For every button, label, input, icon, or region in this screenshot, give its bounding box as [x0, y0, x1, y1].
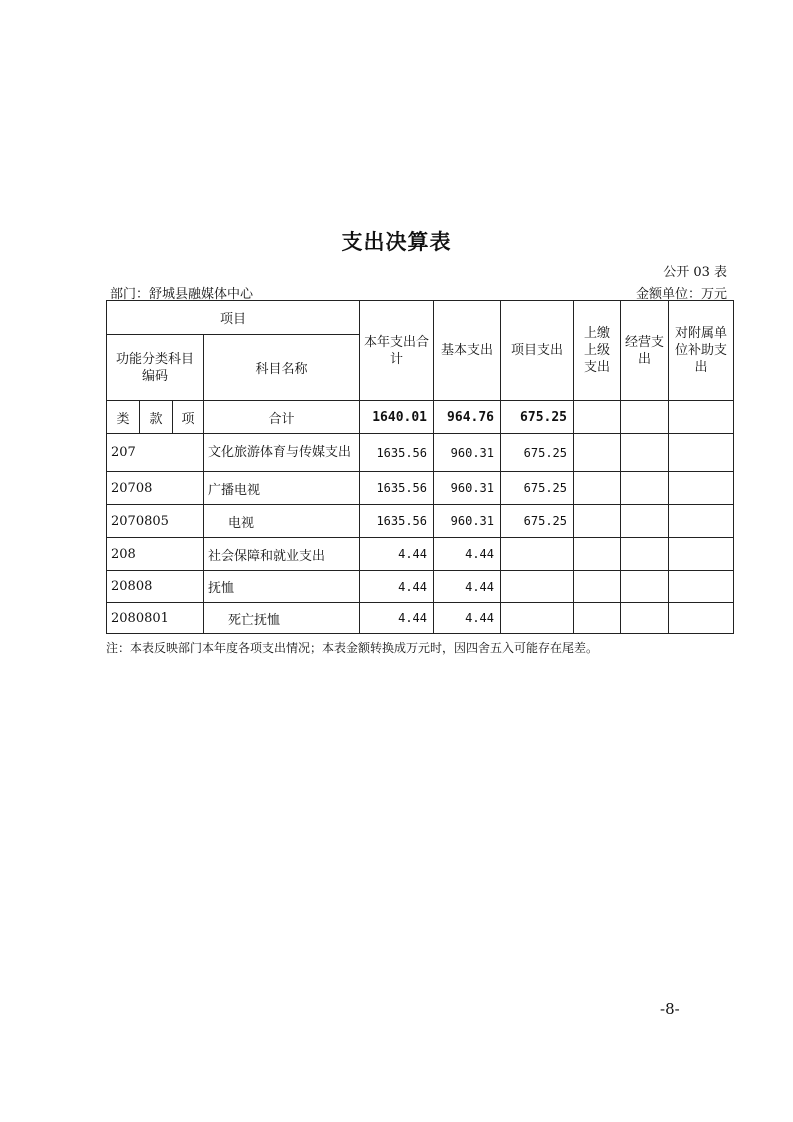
- row-name: 死亡抚恤: [204, 603, 360, 634]
- header-basic: 基本支出: [434, 301, 501, 401]
- row-project: [501, 538, 574, 571]
- header-upper: 上缴上级支出: [574, 301, 621, 401]
- row-basic: 4.44: [434, 571, 501, 603]
- row-total: 1635.56: [360, 505, 434, 538]
- header-subsidiary: 对附属单位补助支出: [669, 301, 734, 401]
- footnote: 注：本表反映部门本年度各项支出情况；本表金额转换成万元时，因四舍五入可能存在尾差。: [106, 641, 599, 655]
- header-total: 本年支出合计: [360, 301, 434, 401]
- row-basic: 4.44: [434, 538, 501, 571]
- header-subject-name: 科目名称: [204, 335, 360, 401]
- header-lei: 类: [107, 401, 140, 434]
- table-row: [107, 472, 734, 505]
- row-basic: 960.31: [434, 472, 501, 505]
- total-row: [107, 401, 734, 434]
- header-row-1: [107, 301, 734, 335]
- table-row: [107, 538, 734, 571]
- row-total: 4.44: [360, 571, 434, 603]
- amount-unit-label: 金额单位：万元: [635, 287, 727, 302]
- row-name: 广播电视: [204, 472, 360, 505]
- table-row: [107, 603, 734, 634]
- table-code: 公开 03 表: [663, 265, 727, 280]
- row-code: 20808: [107, 571, 204, 603]
- table-row: [107, 571, 734, 603]
- header-func-code: 功能分类科目编码: [107, 335, 204, 401]
- row-code: 208: [107, 538, 204, 571]
- header-operating: 经营支出: [621, 301, 669, 401]
- row-total: 4.44: [360, 538, 434, 571]
- row-project: 675.25: [501, 472, 574, 505]
- header-project: 项目: [107, 301, 360, 335]
- table-row: [107, 434, 734, 472]
- row-name: 社会保障和就业支出: [204, 538, 360, 571]
- expenditure-table: [106, 300, 734, 634]
- project-sum: 675.25: [501, 401, 574, 434]
- header-xiang: 项: [173, 401, 204, 434]
- row-basic: 4.44: [434, 603, 501, 634]
- row-code: 207: [107, 434, 204, 472]
- row-code: 2080801: [107, 603, 204, 634]
- header-kuan: 款: [140, 401, 173, 434]
- row-name: 电视: [204, 505, 360, 538]
- table-row: [107, 505, 734, 538]
- row-project: 675.25: [501, 505, 574, 538]
- basic-sum: 964.76: [434, 401, 501, 434]
- page-title: 支出决算表: [341, 230, 452, 254]
- row-project: 675.25: [501, 434, 574, 472]
- row-total: 1635.56: [360, 472, 434, 505]
- row-total: 4.44: [360, 603, 434, 634]
- header-project-expenditure: 项目支出: [501, 301, 574, 401]
- row-code: 20708: [107, 472, 204, 505]
- row-basic: 960.31: [434, 434, 501, 472]
- row-total: 1635.56: [360, 434, 434, 472]
- department-label: 部门：舒城县融媒体中心: [110, 287, 254, 302]
- total-sum: 1640.01: [360, 401, 434, 434]
- row-code: 2070805: [107, 505, 204, 538]
- row-project: [501, 571, 574, 603]
- page-number: -8-: [660, 1000, 680, 1018]
- row-name: 文化旅游体育与传媒支出: [204, 434, 360, 472]
- row-name: 抚恤: [204, 571, 360, 603]
- row-basic: 960.31: [434, 505, 501, 538]
- row-project: [501, 603, 574, 634]
- sum-label: 合计: [204, 401, 360, 434]
